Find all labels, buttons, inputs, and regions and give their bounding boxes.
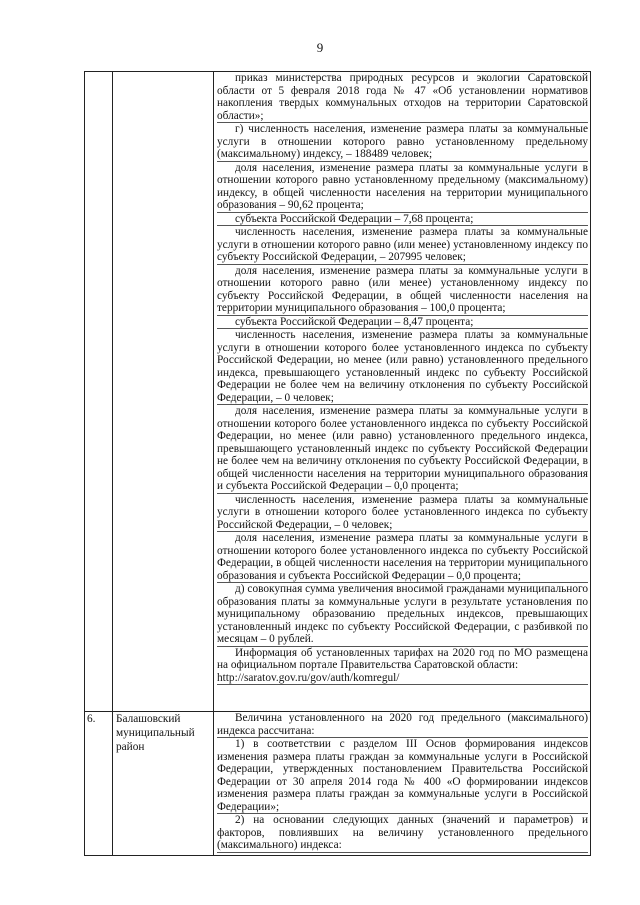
- paragraph: д) совокупная сумма увеличения вносимой гражданами муниципального образования платы за коммунальные услуги в результате установления по муниципальному образованию предельных индексов, превышающих установленный индекс по субъекту Российской Федерации, с разбивкой по месяцам – 0 рублей.: [217, 583, 588, 645]
- description-cell: [214, 72, 591, 712]
- municipality-cell: [113, 72, 214, 712]
- info-link[interactable]: http://saratov.gov.ru/gov/auth/komregul/: [217, 671, 400, 684]
- paragraph: субъекта Российской Федерации – 7,68 процента;: [217, 213, 588, 227]
- page-number: 9: [316, 40, 324, 55]
- paragraph: субъекта Российской Федерации – 8,47 процента;: [217, 316, 588, 330]
- paragraph: доля населения, изменение размера платы за коммунальные услуги в отношении которого равно установленному предельному (максимальному) индексу, в общей численности населения на территории муниципального образования – 90,62 процента;: [217, 161, 588, 211]
- row-number-cell: [85, 72, 113, 712]
- paragraph: численность населения, изменение размера платы за коммунальные услуги в отношении которого более установленного индекса по субъекту Российской Федерации, но менее (или равно) установленного предельного индекса, превышающего установленный индекс по субъекту Российской Федерации не более чем на величину отклонения по субъекту Российской Федерации, – 0 человек;: [217, 329, 588, 404]
- paragraph: приказ министерства природных ресурсов и экологии Саратовской области от 5 февраля 2018 года № 47 «Об установлении нормативов накопления твердых коммунальных отходов на территории Саратовской области»;: [217, 72, 588, 122]
- paragraph: численность населения, изменение размера платы за коммунальные услуги в отношении которого более установленного индекса по субъекту Российской Федерации, – 0 человек;: [217, 493, 588, 531]
- tariff-info: [217, 647, 588, 686]
- info-text: Информация об установленных тарифах на 2020 год по МО размещена на официальном портале Правительства Саратовской области:: [217, 646, 588, 671]
- table-row: [85, 712, 591, 856]
- paragraph: 2) на основании следующих данных (значений и параметров) и факторов, повлиявших на величину установленного предельного (максимального) индекса:: [217, 814, 588, 851]
- row-number: 6.: [85, 712, 113, 856]
- table-row: [85, 72, 591, 712]
- paragraph: численность населения, изменение размера платы за коммунальные услуги в отношении которого равно (или менее) установленному индексу по субъекту Российской Федерации, – 207995 человек;: [217, 226, 588, 263]
- paragraph: 1) в соответствии с разделом III Основ формирования индексов изменения размера платы граждан за коммунальные услуги в Российской Федерации, утвержденных постановлением Правительства Российской Федерации от 30 апреля 2014 года № 400 «О формировании индексов изменения размера платы граждан за коммунальные услуги в Российской Федерации»;: [217, 738, 588, 813]
- paragraph: доля населения, изменение размера платы за коммунальные услуги в отношении которого более установленного индекса по субъекту Российской Федерации, в общей численности населения на территории муниципального образования и субъекта Российской Федерации – 0,0 процента;: [217, 532, 588, 582]
- paragraph: Величина установленного на 2020 год предельного (максимального) индекса рассчитана:: [217, 712, 588, 737]
- paragraph: доля населения, изменение размера платы за коммунальные услуги в отношении которого равно (или менее) установленному индексу по субъекту Российской Федерации, в общей численности населения на территории муниципального образования – 100,0 процента;: [217, 264, 588, 314]
- description-cell: [214, 712, 591, 856]
- document-table: [84, 71, 591, 856]
- municipality-name: Балашовский муниципальный район: [113, 712, 214, 856]
- paragraph: г) численность населения, изменение размера платы за коммунальные услуги в отношении которого равно установленному предельному (максимальному) индексу, – 188489 человек;: [217, 123, 588, 160]
- paragraph: доля населения, изменение размера платы за коммунальные услуги в отношении которого более установленного индекса по субъекту Российской Федерации, но менее (или равно) установленного предельного индекса, превышающего установленный индекс по субъекту Российской Федерации не более чем на величину отклонения по субъекту Российской Федерации, в общей численности населения на территории муниципального образования и субъекта Российской Федерации – 0,0 процента;: [217, 405, 588, 492]
